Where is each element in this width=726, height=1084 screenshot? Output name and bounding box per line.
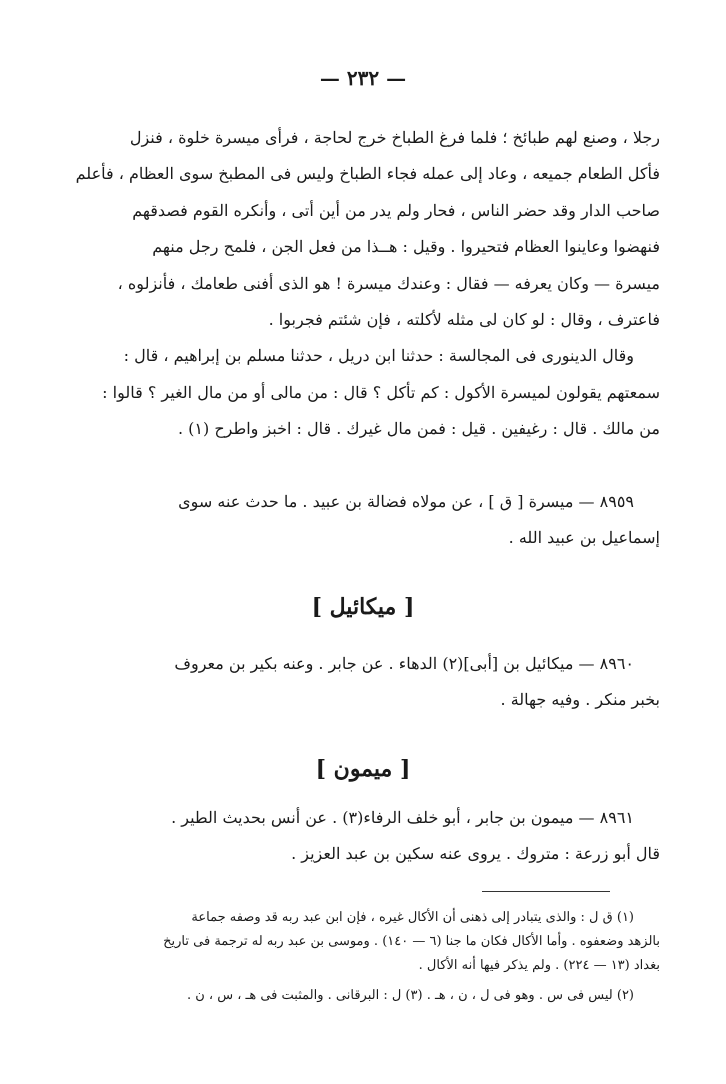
- text-line: فاعترف ، وقال : لو كان لى مثله لأكلته ، فإن شئتم فجربوا .: [268, 310, 660, 330]
- entry-line: ٨٩٦٠ — ميكائيل بن [أبى](٢) الدهاء . عن جابر . وعنه بكير بن معروف: [174, 654, 634, 673]
- entry-line: ٨٩٥٩ — ميسرة [ ق ] ، عن مولاه فضالة بن عبيد . ما حدث عنه سوى: [178, 492, 634, 511]
- footnotes-block: [68, 906, 660, 1008]
- entry-line: قال أبو زرعة : متروك . يروى عنه سكين بن عبد العزيز .: [291, 844, 660, 864]
- page-number: — ٢٣٢ —: [319, 66, 407, 90]
- text-line: ميسرة — وكان يعرفه — فقال : وعندك ميسرة ! هو الذى أفنى طعامك ، فأنزلوه ،: [117, 273, 660, 293]
- entry-line: إسماعيل بن عبيد الله .: [508, 528, 660, 548]
- entry-8959: [68, 484, 660, 557]
- footnote-divider: [482, 891, 610, 892]
- text-line: سمعتهم يقولون لميسرة الأكول : كم تأكل ؟ قال : من مالى أو من مال الغير ؟ قالوا :: [102, 382, 660, 402]
- section-heading-maimun: [ ميمون ]: [315, 756, 411, 782]
- entry-line: ٨٩٦١ — ميمون بن جابر ، أبو خلف الرفاء(٣) . عن أنس بحديث الطير .: [171, 808, 634, 827]
- footnote-line: (٢) ليس فى س . وهو فى ل ، ن ، هـ . (٣) ل : البرقانى . والمثبت فى هـ ، س ، ن .: [186, 988, 634, 1003]
- entry-8960: [68, 646, 660, 719]
- text-line: وقال الدينورى فى المجالسة : حدثنا ابن دريل ، حدثنا مسلم بن إبراهيم ، قال :: [123, 346, 634, 366]
- text-line: من مالك . قال : رغيفين . قيل : فمن مال غيرك . قال : اخبز واطرح (١) .: [177, 419, 660, 439]
- text-line: فأكل الطعام جميعه ، وعاد إلى عمله فجاء الطباخ وليس فى المطبخ سوى العظام ، فأعلم: [75, 164, 660, 184]
- footnote-line: بغداد (١٣ — ٢٢٤) . ولم يذكر فيها أنه الأكال .: [418, 958, 660, 973]
- entry-8961: [68, 800, 660, 873]
- footnote-line: (١) ق ل : والذى يتبادر إلى ذهنى أن الأكال غيره ، فإن ابن عبد ربه قد وصفه جماعة: [191, 910, 634, 925]
- main-text-block: [68, 120, 660, 448]
- text-line: فنهضوا وعاينوا العظام فتحيروا . وقيل : هــذا من فعل الجن ، فلمح رجل منهم: [152, 237, 660, 257]
- footnote-line: بالزهد وضعفوه . وأما الأكال فكان ما جنا (٦ — ١٤٠) . وموسى بن عبد ربه له ترجمة فى تاريخ: [163, 934, 660, 949]
- text-line: رجلا ، وصنع لهم طبائخ ؛ فلما فرغ الطباخ خرج لحاجة ، فرأى ميسرة خلوة ، فنزل: [129, 128, 660, 147]
- section-heading-mikail: [ ميكائيل ]: [311, 594, 415, 620]
- entry-line: بخبر منكر . وفيه جهالة .: [500, 690, 660, 710]
- text-line: صاحب الدار وقد حضر الناس ، فحار ولم يدر من أين أتى ، وأنكره القوم فصدقهم: [132, 200, 660, 220]
